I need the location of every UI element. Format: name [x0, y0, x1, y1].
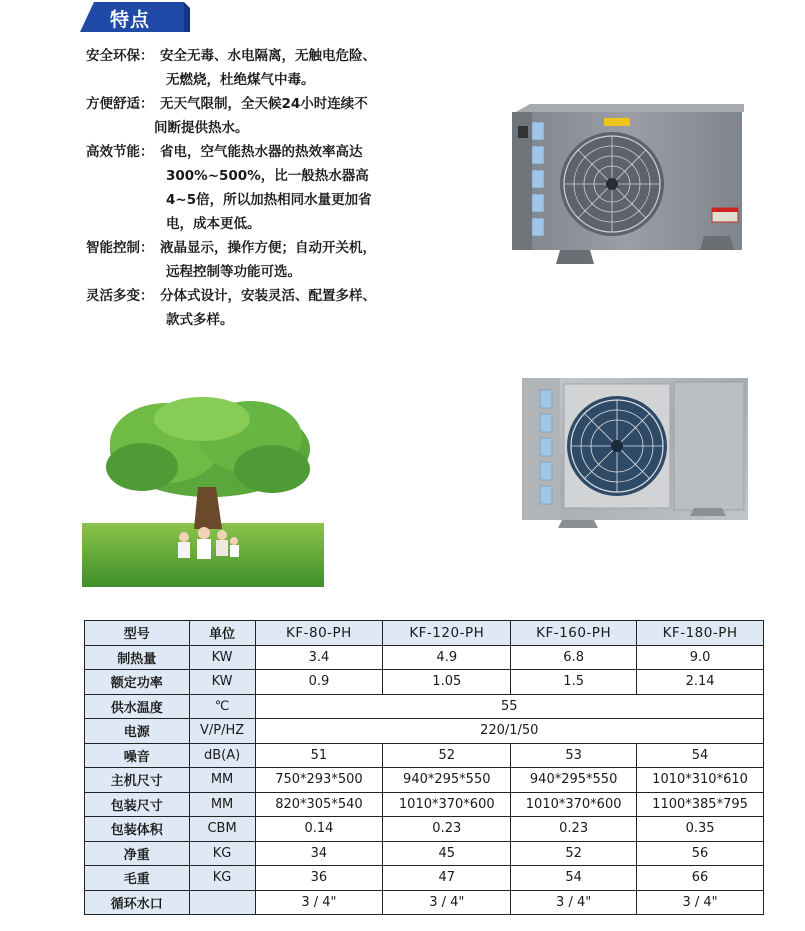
header-cell-unit-label: 单位: [189, 621, 255, 646]
row-unit-cell: CBM: [189, 817, 255, 842]
row-value-cell: 6.8: [511, 645, 637, 670]
row-value-cell: 3 / 4": [637, 890, 764, 915]
table-row: [85, 890, 764, 915]
row-value-cell: 52: [511, 841, 637, 866]
row-value-cell: 36: [255, 866, 383, 891]
row-value-cell: 3 / 4": [383, 890, 511, 915]
table-row: [85, 670, 764, 695]
row-value-cell: 54: [511, 866, 637, 891]
feature-item: [86, 284, 426, 332]
table-row: [85, 792, 764, 817]
row-value-cell: 9.0: [637, 645, 764, 670]
row-value-cell: 1010*310*610: [637, 768, 764, 793]
row-value-cell: 4.9: [383, 645, 511, 670]
feature-label: 高效节能：: [86, 144, 154, 160]
row-merged-value-cell: 220/1/50: [255, 719, 763, 744]
row-name-cell: 供水温度: [85, 694, 190, 719]
table-row: [85, 645, 764, 670]
feature-label: 安全环保：: [86, 48, 154, 64]
row-unit-cell: dB(A): [189, 743, 255, 768]
feature-label: 方便舒适：: [86, 96, 154, 112]
row-unit-cell: KG: [189, 841, 255, 866]
header-cell-model: KF-120-PH: [383, 621, 511, 646]
row-value-cell: 3.4: [255, 645, 383, 670]
table-row: [85, 841, 764, 866]
family-tree-illustration: [82, 397, 324, 587]
feature-item: [86, 44, 426, 92]
feature-item: [86, 140, 426, 236]
row-value-cell: 1.5: [511, 670, 637, 695]
row-value-cell: 0.9: [255, 670, 383, 695]
row-value-cell: 52: [383, 743, 511, 768]
table-row: [85, 817, 764, 842]
row-name-cell: 额定功率: [85, 670, 190, 695]
row-value-cell: 1010*370*600: [383, 792, 511, 817]
row-value-cell: 53: [511, 743, 637, 768]
row-value-cell: 940*295*550: [383, 768, 511, 793]
row-value-cell: 1.05: [383, 670, 511, 695]
row-name-cell: 包装体积: [85, 817, 190, 842]
feature-item: [86, 236, 426, 284]
row-unit-cell: [189, 890, 255, 915]
row-name-cell: 噪音: [85, 743, 190, 768]
row-value-cell: 0.23: [511, 817, 637, 842]
row-value-cell: 750*293*500: [255, 768, 383, 793]
row-value-cell: 56: [637, 841, 764, 866]
heat-pump-steel-image: [522, 374, 748, 528]
feature-text-line: 安全无毒、水电隔离，无触电危险、: [160, 48, 376, 64]
row-unit-cell: ℃: [189, 694, 255, 719]
feature-text-line: 款式多样。: [166, 312, 234, 328]
spec-table: [84, 620, 764, 915]
section-tab: [80, 2, 190, 32]
row-merged-value-cell: 55: [255, 694, 763, 719]
row-value-cell: 3 / 4": [255, 890, 383, 915]
table-row: [85, 743, 764, 768]
row-value-cell: 820*305*540: [255, 792, 383, 817]
row-unit-cell: KW: [189, 645, 255, 670]
row-value-cell: 45: [383, 841, 511, 866]
header-cell-model: KF-180-PH: [637, 621, 764, 646]
feature-text-line: 分体式设计，安装灵活、配置多样、: [160, 288, 376, 304]
row-value-cell: 0.35: [637, 817, 764, 842]
row-name-cell: 主机尺寸: [85, 768, 190, 793]
feature-text-line: 无天气限制，全天候24小时连续不: [160, 96, 368, 112]
row-value-cell: 0.14: [255, 817, 383, 842]
section-title: 特点: [110, 9, 151, 31]
row-value-cell: 66: [637, 866, 764, 891]
table-header-row: [85, 621, 764, 646]
row-unit-cell: KG: [189, 866, 255, 891]
feature-text-line: 液晶显示，操作方便；自动开关机，: [160, 240, 376, 256]
feature-item: [86, 92, 426, 140]
row-value-cell: 34: [255, 841, 383, 866]
header-cell-model-label: 型号: [85, 621, 190, 646]
row-unit-cell: KW: [189, 670, 255, 695]
row-value-cell: 940*295*550: [511, 768, 637, 793]
feature-text-line: 电，成本更低。: [166, 216, 261, 232]
row-name-cell: 净重: [85, 841, 190, 866]
row-value-cell: 1010*370*600: [511, 792, 637, 817]
row-name-cell: 循环水口: [85, 890, 190, 915]
table-row: [85, 768, 764, 793]
row-unit-cell: MM: [189, 792, 255, 817]
heat-pump-gray-image: [512, 104, 744, 266]
header-cell-model: KF-160-PH: [511, 621, 637, 646]
feature-label: 灵活多变：: [86, 288, 154, 304]
row-value-cell: 51: [255, 743, 383, 768]
row-name-cell: 毛重: [85, 866, 190, 891]
feature-text-line: 间断提供热水。: [154, 120, 249, 136]
header-cell-model: KF-80-PH: [255, 621, 383, 646]
row-name-cell: 包装尺寸: [85, 792, 190, 817]
row-unit-cell: V/P/HZ: [189, 719, 255, 744]
feature-text-line: 4~5倍，所以加热相同水量更加省: [166, 192, 372, 208]
row-value-cell: 3 / 4": [511, 890, 637, 915]
feature-label: 智能控制：: [86, 240, 154, 256]
row-value-cell: 0.23: [383, 817, 511, 842]
row-unit-cell: MM: [189, 768, 255, 793]
table-row: [85, 719, 764, 744]
feature-text-line: 省电，空气能热水器的热效率高达: [160, 144, 363, 160]
row-value-cell: 54: [637, 743, 764, 768]
table-row: [85, 866, 764, 891]
feature-text-line: 300%~500%，比一般热水器高: [166, 168, 369, 184]
row-value-cell: 1100*385*795: [637, 792, 764, 817]
row-value-cell: 2.14: [637, 670, 764, 695]
feature-list: [86, 44, 426, 332]
feature-text-line: 远程控制等功能可选。: [166, 264, 301, 280]
row-name-cell: 电源: [85, 719, 190, 744]
row-value-cell: 47: [383, 866, 511, 891]
row-name-cell: 制热量: [85, 645, 190, 670]
feature-text-line: 无燃烧，杜绝煤气中毒。: [166, 72, 315, 88]
table-row: [85, 694, 764, 719]
